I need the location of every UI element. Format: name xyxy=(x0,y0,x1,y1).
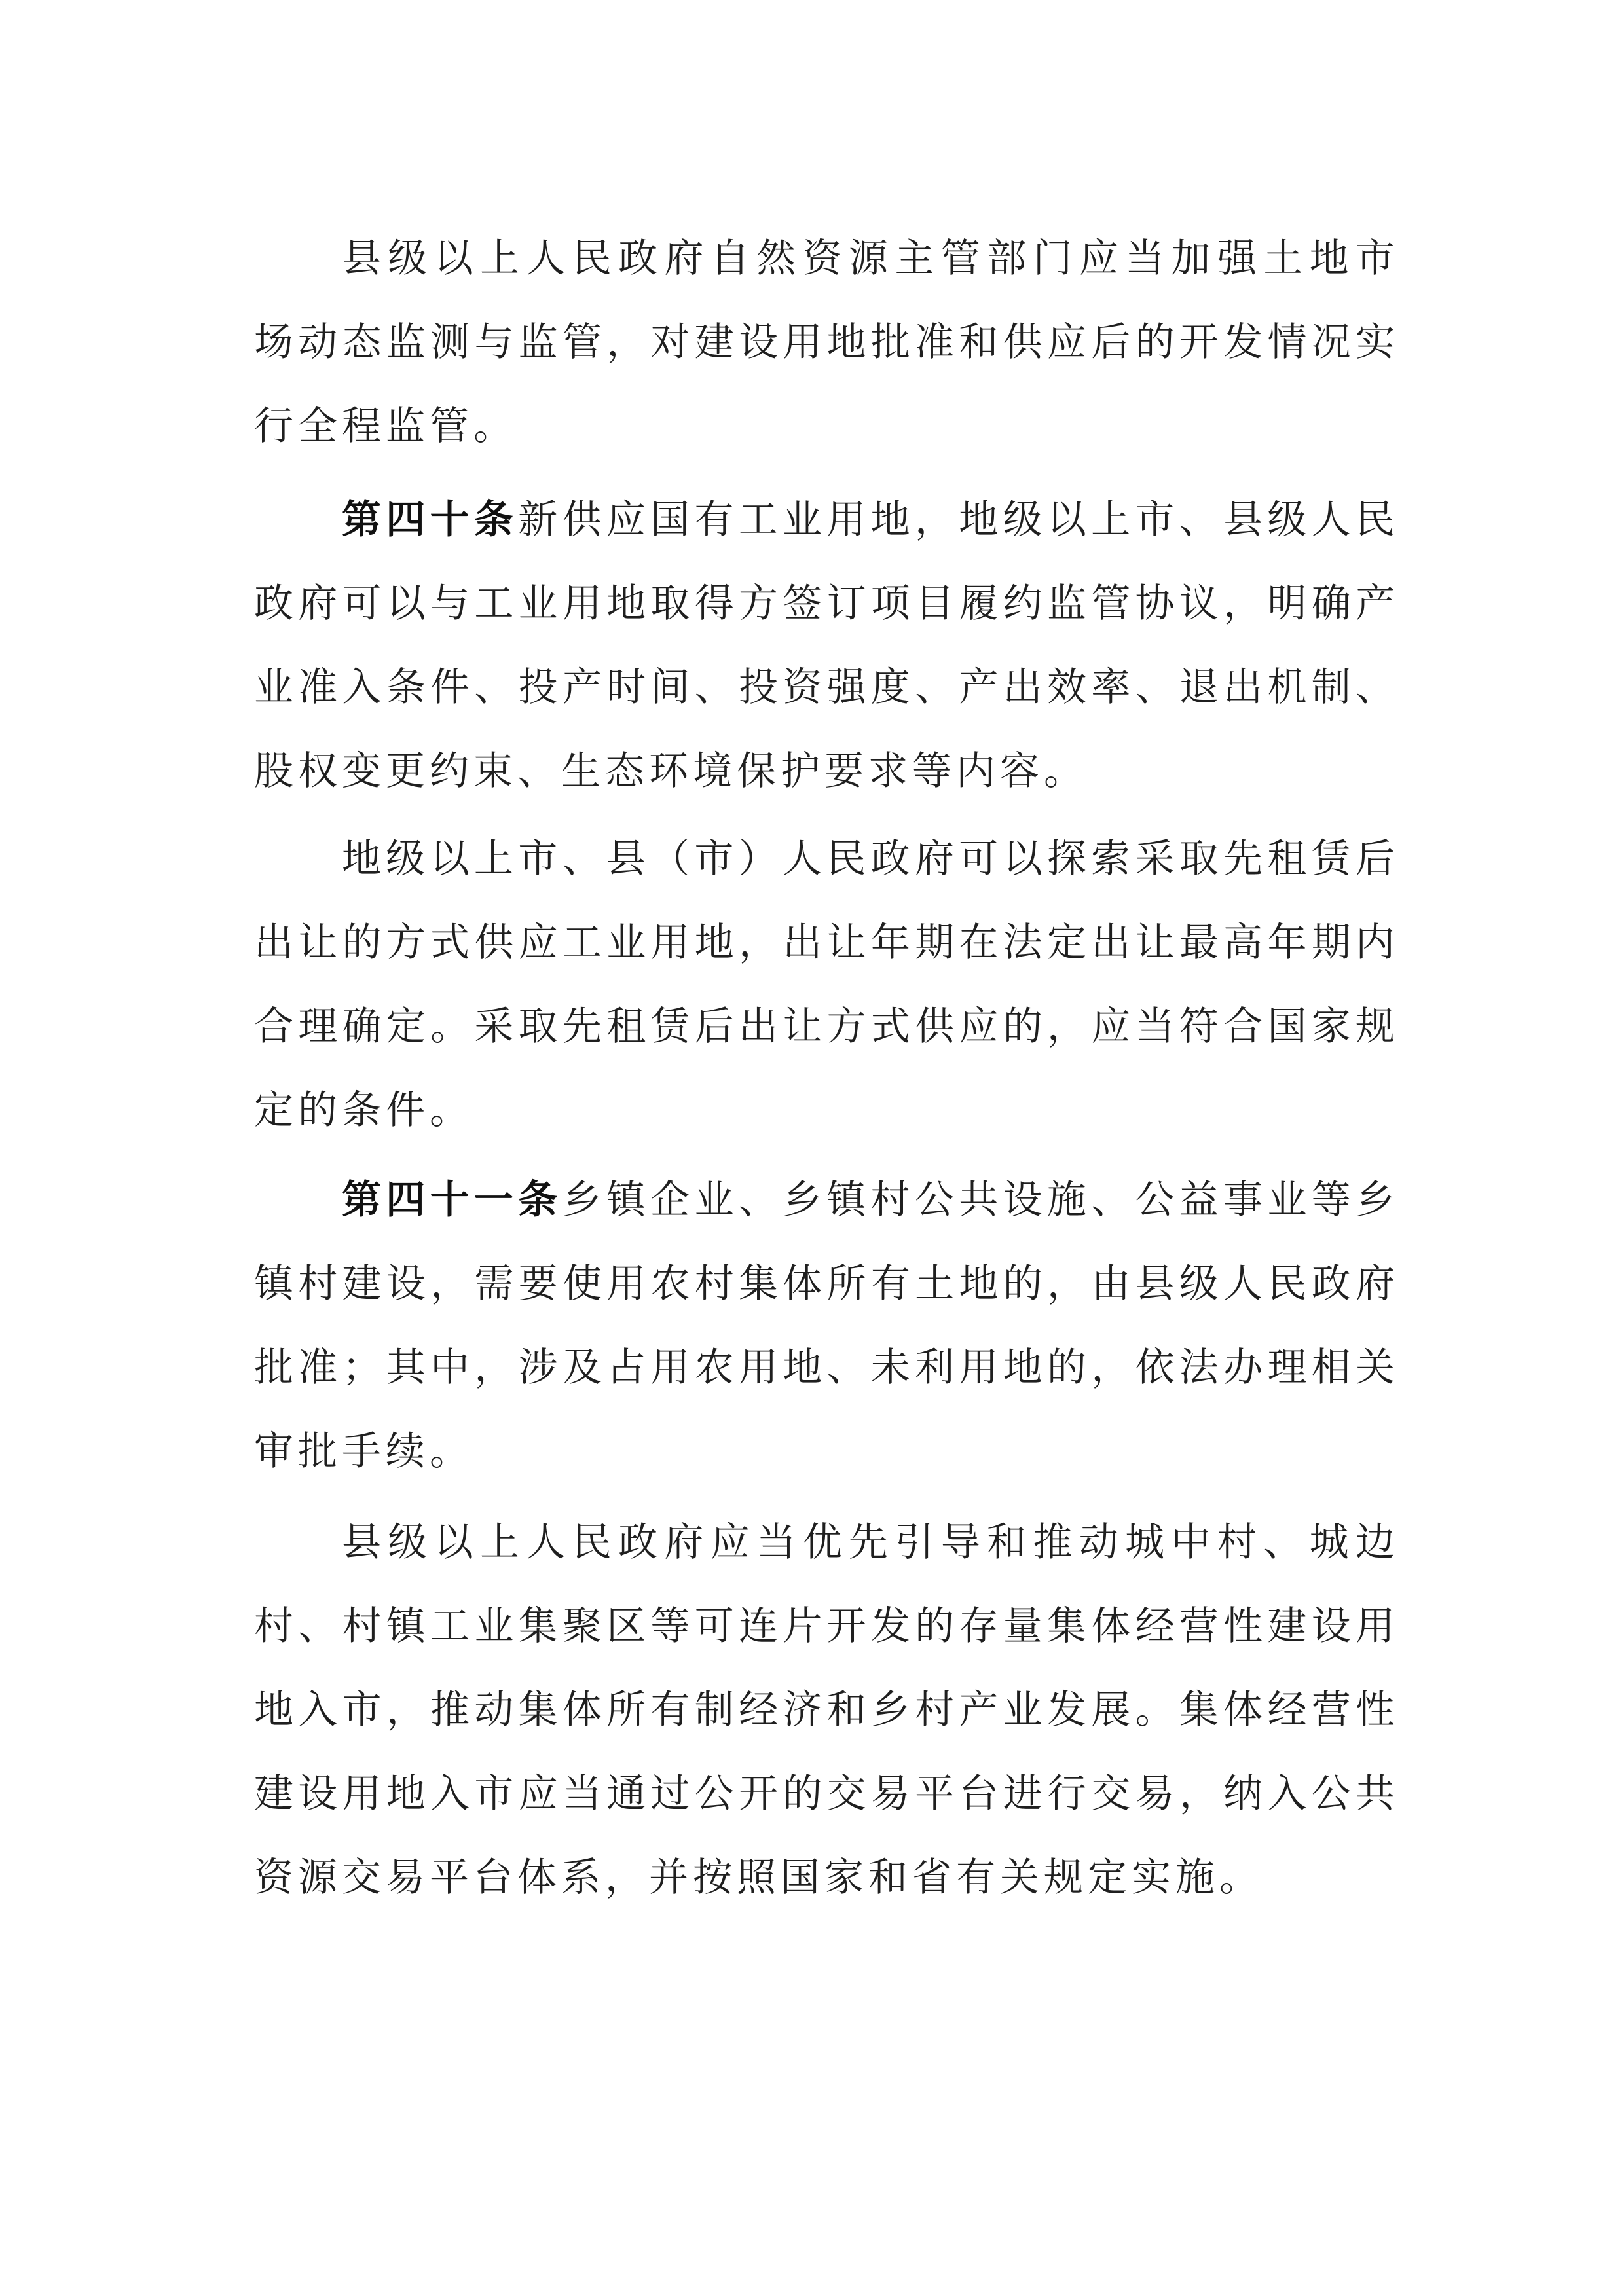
paragraph-line: 批准；其中，涉及占用农用地、未利用地的，依法办理相关 xyxy=(254,1345,1395,1391)
paragraph-line: 业准入条件、投产时间、投资强度、产出效率、退出机制、 xyxy=(254,665,1395,710)
article-number: 第四十一条 xyxy=(342,1177,563,1223)
paragraph-line: 合理确定。采取先租赁后出让方式供应的，应当符合国家规 xyxy=(254,1004,1395,1049)
paragraph-line: 资源交易平台体系，并按照国家和省有关规定实施。 xyxy=(254,1855,1263,1901)
paragraph-line: 村、村镇工业集聚区等可连片开发的存量集体经营性建设用 xyxy=(254,1603,1395,1649)
paragraph-line: 地入市，推动集体所有制经济和乡村产业发展。集体经营性 xyxy=(254,1687,1395,1733)
paragraph-line: 地级以上市、县（市）人民政府可以探索采取先租赁后 xyxy=(342,836,1395,882)
paragraph-text: 乡镇企业、乡镇村公共设施、公益事业等乡 xyxy=(562,1177,1395,1223)
article-paragraph xyxy=(254,1158,1395,1493)
paragraph-line: 县级以上人民政府应当优先引导和推动城中村、城边 xyxy=(342,1520,1395,1565)
paragraph-line: 股权变更约束、生态环境保护要求等内容。 xyxy=(254,748,1088,794)
paragraph-line: 行全程监管。 xyxy=(254,403,517,449)
paragraph-text: 新供应国有工业用地，地级以上市、县级人民 xyxy=(518,497,1395,543)
paragraph-line: 定的条件。 xyxy=(254,1087,473,1133)
paragraph xyxy=(254,217,1395,468)
paragraph-line xyxy=(254,1158,1395,1242)
paragraph-line: 政府可以与工业用地取得方签订项目履约监管协议，明确产 xyxy=(254,581,1395,627)
paragraph xyxy=(254,817,1395,1152)
paragraph-line: 建设用地入市应当通过公开的交易平台进行交易，纳入公共 xyxy=(254,1771,1395,1817)
paragraph-line: 镇村建设，需要使用农村集体所有土地的，由县级人民政府 xyxy=(254,1261,1395,1307)
paragraph-line: 县级以上人民政府自然资源主管部门应当加强土地市 xyxy=(342,236,1395,282)
paragraph-line xyxy=(254,478,1395,562)
article-paragraph xyxy=(254,478,1395,813)
paragraph-line: 场动态监测与监管，对建设用地批准和供应后的开发情况实 xyxy=(254,319,1395,365)
paragraph-line: 出让的方式供应工业用地，出让年期在法定出让最高年期内 xyxy=(254,920,1395,966)
paragraph xyxy=(254,1501,1395,1920)
article-number: 第四十条 xyxy=(342,497,519,543)
paragraph-line: 审批手续。 xyxy=(254,1429,473,1474)
